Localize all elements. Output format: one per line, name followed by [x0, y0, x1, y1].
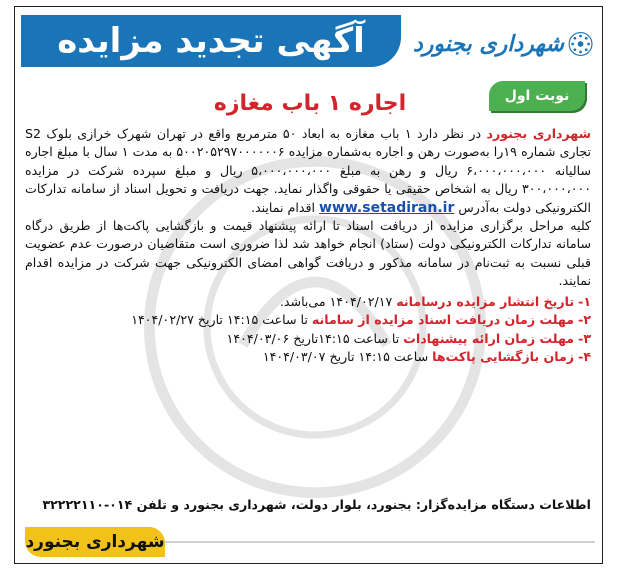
schedule-item	[25, 330, 591, 349]
paragraph-1-text: در نظر دارد ۱ باب مغازه به ابعاد ۵۰ مترمربع واقع در تهران شهرک خرازی بلوک S2 تجاری شماره ۱۹را به‌صورت رهن و اجاره به‌شماره مزایده ۵۰۰۲۰۵۲۹۷۰۰۰۰۰۰۶ به مدت ۱ سال با مبلغ اجاره سالیانه ۶،۰۰۰،۰۰۰،۰۰۰ ریال و رهن به مبلغ ۵،۰۰۰،۰۰۰،۰۰۰ ریال و مبلغ سپرده شرکت در مزایده ۳۰۰،۰۰۰،۰۰۰ ریال به اشخاص حقیقی یا حقوقی واگذار نماید. جهت دریافت و تحویل اسناد از سامانه تدارکات الکترونیکی دولت به‌آدرس	[25, 126, 591, 215]
schedule-item	[25, 348, 591, 367]
schedule-item-value: تا ساعت ۱۴:۱۵تاریخ ۱۴۰۴/۰۳/۰۶	[226, 330, 400, 346]
notice-frame	[14, 6, 603, 564]
logo-text: شهرداری بجنورد	[413, 31, 564, 57]
round-tag: نوبت اول	[489, 81, 585, 111]
notice-paragraph-1	[25, 125, 591, 217]
notice-body	[25, 125, 591, 367]
schedule-item-value: ۱۴۰۴/۰۲/۱۷ می‌باشد.	[279, 293, 393, 309]
schedule-item-label: مهلت زمان ارائه پیشنهادات	[403, 330, 575, 346]
schedule-item	[25, 311, 591, 330]
schedule-list	[25, 293, 591, 367]
notice-subtitle: اجاره ۱ باب مغازه	[213, 91, 407, 116]
schedule-item-label: زمان بازگشایی پاکت‌ها	[432, 349, 575, 365]
footer-municipality-tag: شهرداری بجنورد	[25, 527, 165, 557]
paragraph-1-end: اقدام نمایند.	[251, 199, 315, 215]
footer-divider	[165, 541, 595, 543]
schedule-item-num: ۳-	[578, 330, 591, 346]
schedule-item-label: تاریخ انتشار مزایده درسامانه	[396, 293, 575, 309]
header	[15, 7, 601, 116]
schedule-item-value: تا ساعت ۱۴:۱۵ تاریخ ۱۴۰۴/۰۲/۲۷	[131, 312, 308, 328]
organizer-name: شهرداری بجنورد	[486, 126, 592, 141]
contact-info: اطلاعات دستگاه مزایده‌گزار: بجنورد، بلوار دولت، شهرداری بجنورد و تلفن ۰۱۴-۳۲۲۲۲۱۱۰	[42, 497, 591, 512]
title-banner	[21, 15, 401, 67]
schedule-item-num: ۲-	[578, 312, 591, 328]
page-title: آگهی تجدید مزایده	[57, 21, 365, 61]
municipality-logo	[413, 13, 593, 75]
website-link[interactable]: www.setadiran.ir	[319, 199, 455, 216]
schedule-item	[25, 293, 591, 312]
schedule-item-label: مهلت زمان دریافت اسناد مزایده از سامانه	[311, 312, 575, 328]
schedule-item-num: ۴-	[578, 349, 591, 365]
notice-paragraph-2: کلیه مراحل برگزاری مزایده از دریافت اسناد تا ارائه پیشنهاد قیمت و بازگشایی پاکت‌ها از طریق درگاه سامانه تدارکات الکترونیکی دولت (ستاد) انجام خواهد شد لذا ضروری است متقاضیان درصورت عدم عضویت قبلی نسبت به ثبت‌نام در سامانه مذکور و دریافت گواهی امضای الکترونیکی جهت شرکت در مزایده اقدام نمایند.	[25, 218, 591, 289]
footer	[15, 521, 601, 563]
schedule-item-value: ساعت ۱۴:۱۵ تاریخ ۱۴۰۴/۰۳/۰۷	[262, 349, 429, 365]
schedule-item-num: ۱-	[578, 293, 591, 309]
municipality-emblem-icon	[568, 22, 593, 66]
